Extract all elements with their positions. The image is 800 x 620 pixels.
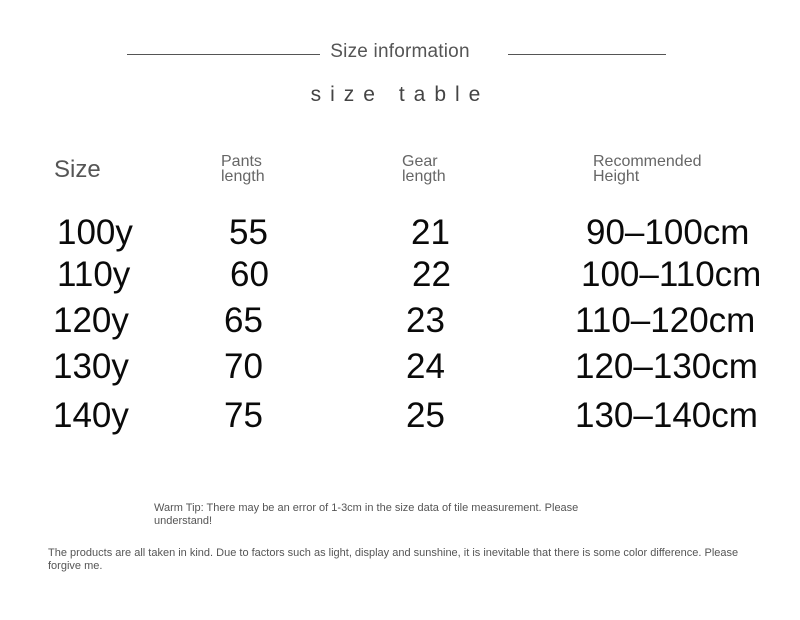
pants-length-cell: 65 xyxy=(224,301,263,340)
size-cell: 140y xyxy=(53,396,129,435)
gear-length-cell: 21 xyxy=(411,213,450,252)
color-difference-notice: The products are all taken in kind. Due to factors such as light, display and sunshine, it is inevitable that there is some color difference. Please forgive me. xyxy=(48,547,739,572)
column-header-recommended-height: Recommended Height xyxy=(593,153,702,185)
recommended-height-cell: 130–140cm xyxy=(575,396,758,435)
recommended-height-cell: 120–130cm xyxy=(575,347,758,386)
size-cell: 130y xyxy=(53,347,129,386)
gear-length-cell: 24 xyxy=(406,347,445,386)
size-cell: 120y xyxy=(53,301,129,340)
recommended-height-cell: 110–120cm xyxy=(575,301,756,340)
size-cell: 100y xyxy=(57,213,133,252)
pants-length-cell: 60 xyxy=(230,255,269,294)
page-title: Size information xyxy=(330,41,470,62)
recommended-height-cell: 90–100cm xyxy=(586,213,750,252)
column-header-pants-length: Pants length xyxy=(221,153,265,185)
recommended-height-cell: 100–110cm xyxy=(581,255,762,294)
gear-length-cell: 22 xyxy=(412,255,451,294)
pants-length-cell: 75 xyxy=(224,396,263,435)
pants-length-cell: 70 xyxy=(224,347,263,386)
gear-length-cell: 25 xyxy=(406,396,445,435)
size-cell: 110y xyxy=(57,255,131,294)
gear-length-cell: 23 xyxy=(406,301,445,340)
page-subtitle: size table xyxy=(310,83,490,106)
title-rule-right xyxy=(508,54,666,55)
column-header-gear-length: Gear length xyxy=(402,153,446,185)
warm-tip-note: Warm Tip: There may be an error of 1-3cm in the size data of tile measurement. Please understand! xyxy=(154,502,579,527)
pants-length-cell: 55 xyxy=(229,213,268,252)
column-header-size: Size xyxy=(54,156,101,183)
